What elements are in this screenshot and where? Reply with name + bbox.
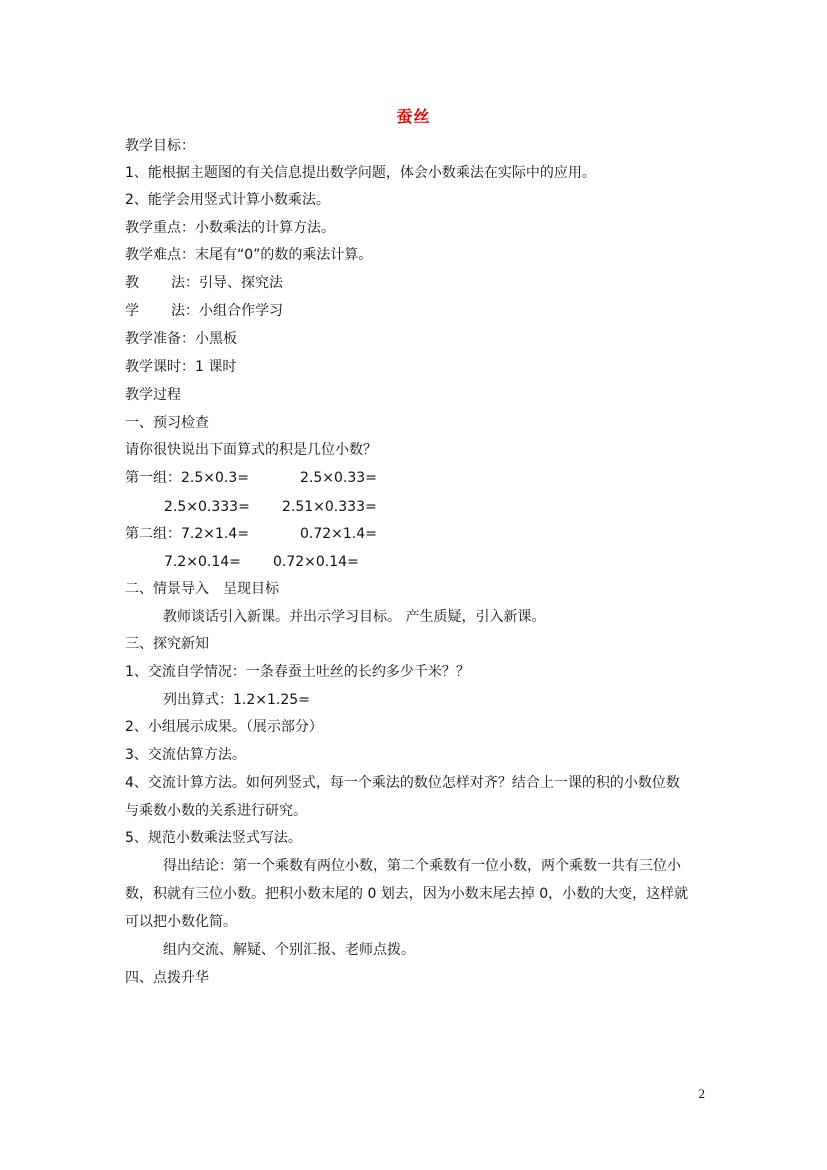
goal-1: 1、能根据主题图的有关信息提出数学问题，体会小数乘法在实际中的应用。 [125,165,596,181]
group-exchange: 组内交流、解疑、个别汇报、老师点拨。 [163,942,415,958]
document-title: 蚕丝 [396,107,431,126]
section-3-heading: 三、探究新知 [125,636,209,652]
section-4-heading: 四、点拨升华 [125,970,209,986]
group-1-row-2b: 2.51×0.333= [282,499,377,515]
group-1-row-2a: 2.5×0.333= [164,499,250,515]
teaching-method: 法：引导、探究法 [171,275,283,291]
goal-2: 2、能学会用竖式计算小数乘法。 [125,192,330,208]
learning-method: 法：小组合作学习 [171,303,283,319]
preparation: 教学准备：小黑板 [125,331,237,347]
item-4: 4、交流计算方法。如何列竖式，每一个乘法的数位怎样对齐？结合上一课的积的小数位数 [125,775,680,791]
section-2-text: 教师谈话引入新课。并出示学习目标。 产生质疑，引入新课。 [163,609,546,625]
learning-method-label: 学 [125,303,139,319]
group-1-row-1b: 2.5×0.33= [300,470,377,486]
item-2: 2、小组展示成果。（展示部分） [125,719,323,735]
group-1-row-1a: 第一组：2.5×0.3= [125,470,249,486]
formula: 列出算式：1.2×1.25= [163,692,310,708]
group-2-row-2b: 0.72×0.14= [273,554,359,570]
section-2-heading: 二、情景导入 呈现目标 [125,581,279,597]
page-number: 2 [698,1086,705,1101]
group-2-row-1b: 0.72×1.4= [300,526,377,542]
difficult-point: 教学难点：末尾有“0”的数的乘法计算。 [125,247,373,263]
item-3: 3、交流估算方法。 [125,747,246,763]
section-1-heading: 一、预习检查 [125,415,209,431]
teaching-method-label: 教 [125,275,139,291]
item-5: 5、规范小数乘法竖式写法。 [125,830,302,846]
key-point: 教学重点：小数乘法的计算方法。 [125,220,335,236]
class-hours: 教学课时：1 课时 [125,359,237,375]
process-heading: 教学过程 [125,387,181,403]
item-4-cont: 与乘数小数的关系进行研究。 [125,803,307,819]
conclusion-line-2: 数，积就有三位小数。把积小数末尾的 0 划去，因为小数末尾去掉 0，小数的大变，这样就 [125,886,689,902]
item-1: 1、交流自学情况：一条春蚕土吐丝的长约多少千米？？ [125,664,470,680]
conclusion-line-3: 可以把小数化简。 [125,914,237,930]
group-2-row-1a: 第二组：7.2×1.4= [125,526,249,542]
teaching-goals-heading: 教学目标： [125,138,195,154]
conclusion-line-1: 得出结论：第一个乘数有两位小数，第二个乘数有一位小数，两个乘数一共有三位小 [163,858,681,874]
group-2-row-2a: 7.2×0.14= [164,554,241,570]
question: 请你很快说出下面算式的积是几位小数？ [125,442,377,458]
